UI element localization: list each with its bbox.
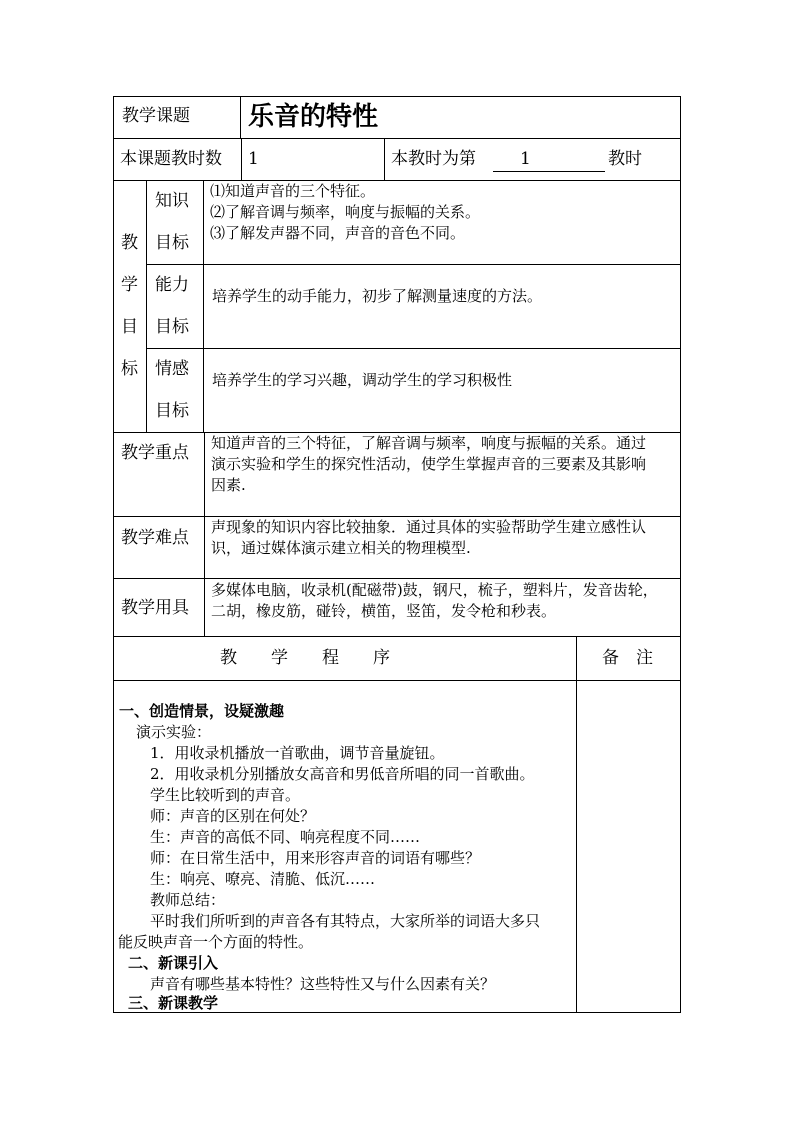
section-3-heading: 三、新课教学	[128, 994, 219, 1012]
procedure-line: 学生比较听到的声音。	[150, 786, 301, 804]
procedure-line: 师：在日常生活中，用来形容声音的词语有哪些？	[150, 849, 481, 867]
procedure-line: 2．用收录机分别播放女高音和男低音所唱的同一首歌曲。	[150, 765, 535, 783]
procedure-line: 生：响亮、嘹亮、清脆、低沉……	[150, 870, 376, 888]
goals-side-label-2: 学	[121, 275, 138, 295]
emotion-text: 培养学生的学习兴趣，调动学生的学习积极性	[212, 371, 513, 389]
knowledge-label-a: 知识	[155, 191, 189, 211]
tools-line-2: 二胡，橡皮筋，碰铃，横笛，竖笛，发令枪和秒表。	[211, 602, 557, 620]
ability-label-b: 目标	[155, 317, 189, 337]
knowledge-line-3: ⑶了解发声器不同，声音的音色不同。	[210, 224, 466, 242]
goals-side-label-3: 目	[121, 317, 138, 337]
ability-label-a: 能力	[155, 275, 189, 295]
lesson-title: 乐音的特性	[248, 102, 379, 132]
tools-line-1: 多媒体电脑，收录机(配磁带)鼓，钢尺，梳子，塑料片，发音齿轮，	[211, 581, 658, 599]
procedure-line: 能反映声音一个方面的特性。	[118, 933, 314, 951]
difficulties-label: 教学难点	[121, 528, 189, 548]
difficulties-line-2: 识，通过媒体演示建立相关的物理模型.	[211, 539, 471, 557]
procedure-line: 平时我们所听到的声音各有其特点，大家所举的词语大多只	[150, 912, 541, 930]
topic-label: 教学课题	[122, 106, 190, 126]
goals-side-label-1: 教	[121, 233, 138, 253]
goals-side-label-4: 标	[121, 359, 138, 379]
key-points-line-1: 知道声音的三个特征，了解音调与频率，响度与振幅的关系。通过	[211, 434, 647, 452]
procedure-line: 声音有哪些基本特性？这些特性又与什么因素有关？	[150, 975, 496, 993]
session-suffix: 教时	[608, 149, 642, 169]
session-label: 本教时为第	[391, 149, 476, 169]
key-points-label: 教学重点	[121, 443, 189, 463]
procedure-header: 教 学 程 序	[220, 648, 390, 668]
notes-header: 备 注	[602, 648, 653, 668]
key-points-line-3: 因素.	[211, 476, 246, 494]
section-1-heading: 一、创造情景，设疑激趣	[119, 702, 285, 720]
session-number: 1	[520, 149, 531, 169]
hours-value: 1	[248, 149, 259, 169]
ability-text: 培养学生的动手能力，初步了解测量速度的方法。	[212, 287, 543, 305]
knowledge-label-b: 目标	[155, 233, 189, 253]
procedure-line: 1．用收录机播放一首歌曲，调节音量旋钮。	[150, 744, 445, 762]
procedure-line: 演示实验：	[136, 723, 212, 741]
emotion-label-b: 目标	[155, 401, 189, 421]
difficulties-line-1: 声现象的知识内容比较抽象．通过具体的实验帮助学生建立感性认	[211, 518, 647, 536]
section-2-heading: 二、新课引入	[128, 954, 219, 972]
emotion-label-a: 情感	[155, 359, 189, 379]
session-underline	[493, 171, 605, 172]
procedure-line: 师：声音的区别在何处？	[150, 807, 316, 825]
procedure-line: 教师总结：	[150, 891, 226, 909]
knowledge-line-2: ⑵了解音调与频率，响度与振幅的关系。	[210, 203, 481, 221]
key-points-line-2: 演示实验和学生的探究性活动，使学生掌握声音的三要素及其影响	[211, 455, 647, 473]
hours-label: 本课题教时数	[120, 149, 222, 169]
tools-label: 教学用具	[121, 598, 189, 618]
knowledge-line-1: ⑴知道声音的三个特征。	[210, 182, 376, 200]
procedure-line: 生：声音的高低不同、响亮程度不同……	[150, 828, 421, 846]
